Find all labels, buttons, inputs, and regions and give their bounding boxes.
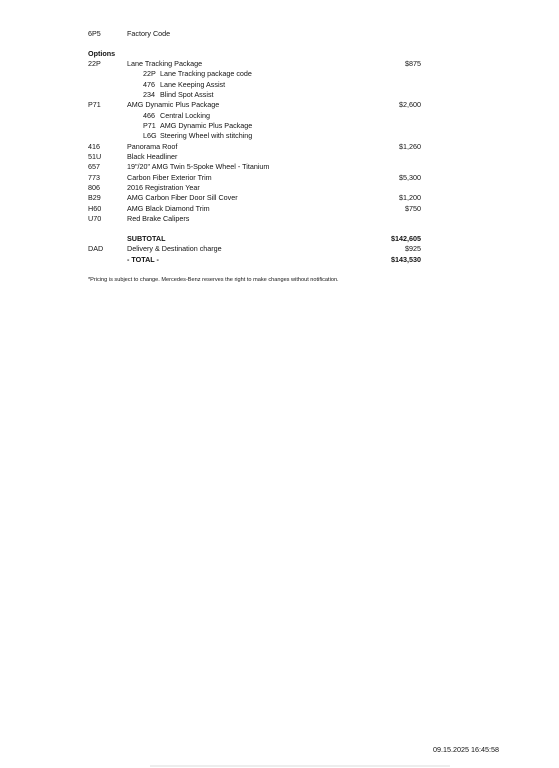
option-code: 657 [88,162,100,171]
option-price: $750 [405,204,421,213]
option-description: 2016 Registration Year [127,183,200,192]
pricing-disclaimer: *Pricing is subject to change. Mercedes-Benz reserves the right to make changes without notification. [88,277,339,283]
sub-option-code: 234 [143,90,155,99]
sub-option-code: 22P [143,69,156,78]
factory-code-value: 6P5 [88,29,101,38]
option-price: $875 [405,59,421,68]
option-code: 416 [88,142,100,151]
scan-edge [150,765,450,767]
sub-option-description: Blind Spot Assist [160,90,214,99]
option-price: $1,260 [399,142,421,151]
factory-code-label: Factory Code [127,29,171,38]
option-description: Lane Tracking Package [127,59,203,68]
options-heading: Options [88,49,116,58]
sub-option-code: 476 [143,80,155,89]
total-value: $143,530 [391,255,421,264]
option-description: Panorama Roof [127,142,178,151]
option-price: $1,200 [399,193,421,202]
sub-option-description: Lane Tracking package code [160,69,252,78]
option-description: Red Brake Calipers [127,214,190,223]
sub-option-description: Steering Wheel with stitching [160,131,253,140]
sub-option-description: Central Locking [160,111,210,120]
option-code: 51U [88,152,102,161]
option-description: AMG Dynamic Plus Package [127,100,220,109]
option-code: B29 [88,193,101,202]
option-description: AMG Black Diamond Trim [127,204,210,213]
option-code: 806 [88,183,100,192]
total-label: - TOTAL - [127,255,159,264]
sub-option-description: Lane Keeping Assist [160,80,226,89]
subtotal-value: $142,605 [391,234,421,243]
option-code: 22P [88,59,101,68]
delivery-label: Delivery & Destination charge [127,244,222,253]
print-timestamp: 09.15.2025 16:45:58 [433,745,499,754]
option-description: AMG Carbon Fiber Door Sill Cover [127,193,238,202]
option-description: Black Headliner [127,152,178,161]
sub-option-code: P71 [143,121,156,130]
option-code: 773 [88,173,100,182]
sub-option-description: AMG Dynamic Plus Package [160,121,253,130]
option-price: $5,300 [399,173,421,182]
delivery-code: DAD [88,244,104,253]
option-code: H60 [88,204,102,213]
option-price: $2,600 [399,100,421,109]
sub-option-code: L6G [143,131,157,140]
delivery-value: $925 [405,244,421,253]
option-code: P71 [88,100,101,109]
option-description: 19"/20" AMG Twin 5-Spoke Wheel - Titanium [127,162,270,171]
option-description: Carbon Fiber Exterior Trim [127,173,212,182]
option-code: U70 [88,214,102,223]
subtotal-label: SUBTOTAL [127,234,166,243]
sub-option-code: 466 [143,111,155,120]
